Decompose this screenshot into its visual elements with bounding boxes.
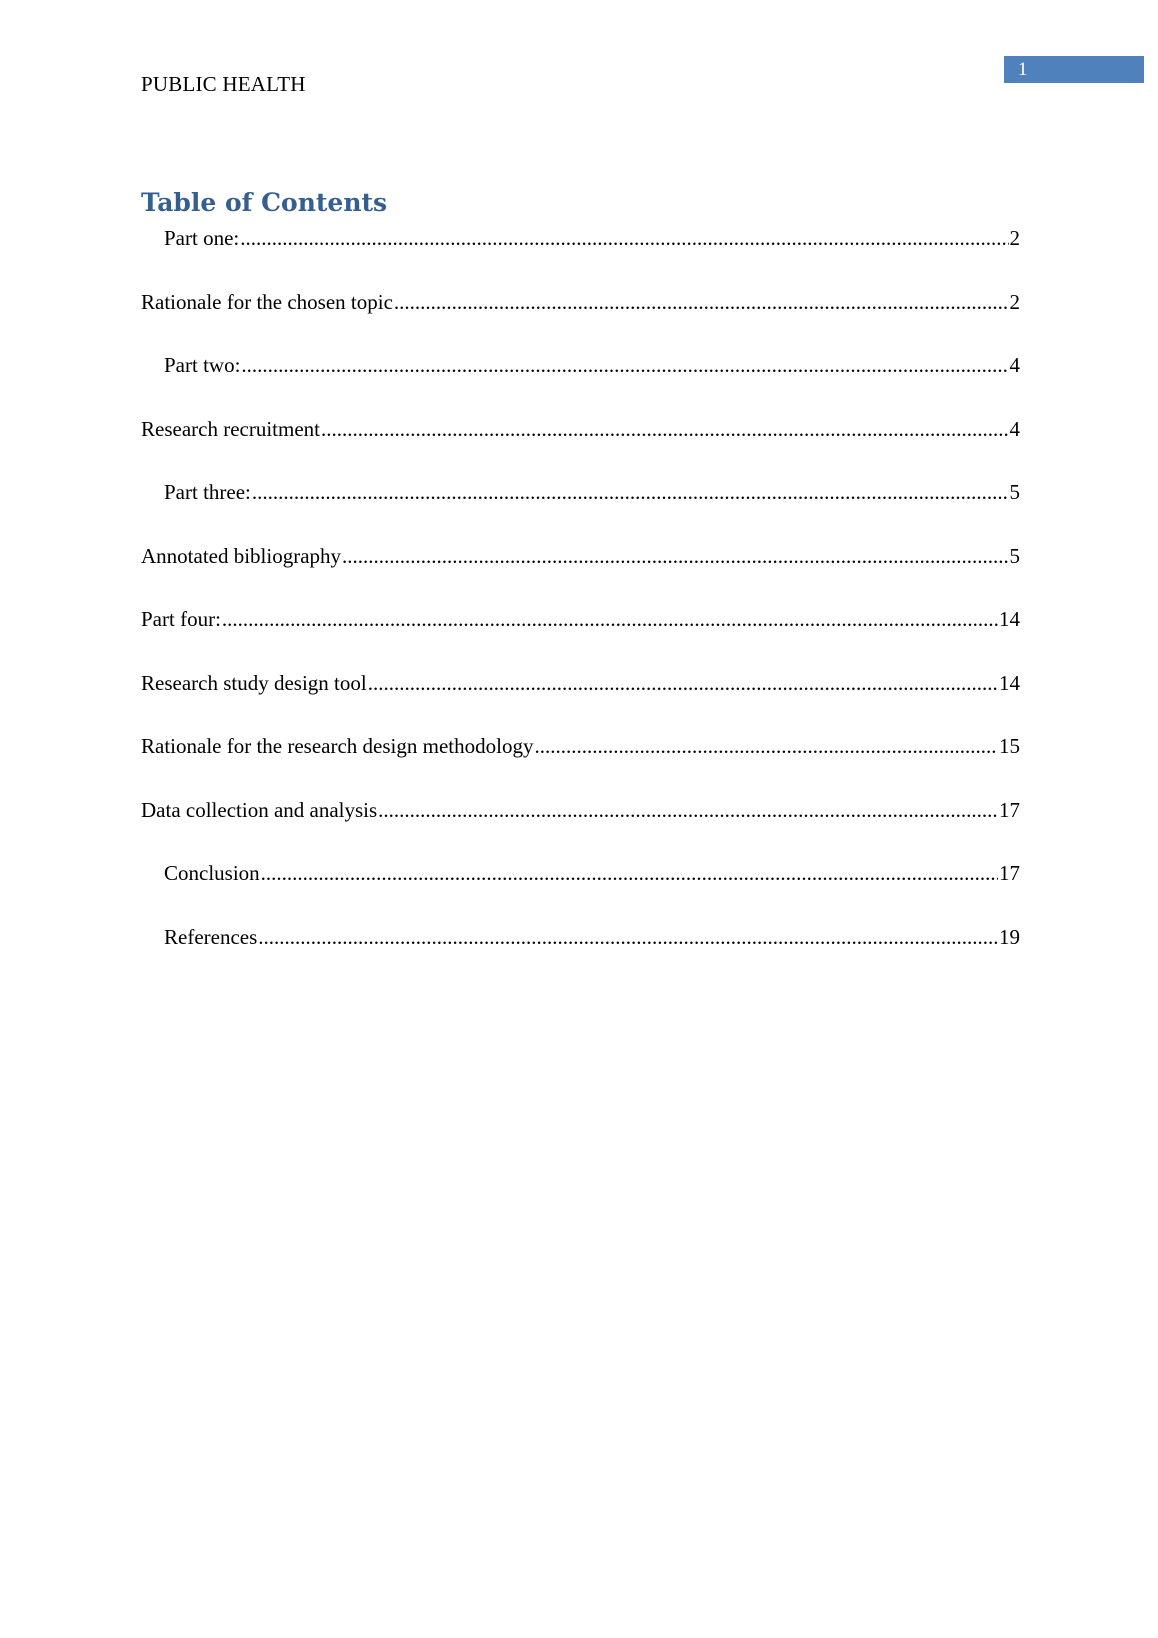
toc-entry[interactable] (141, 604, 1020, 668)
toc-entry-label: References (164, 924, 258, 949)
toc-entry-page: 14 (999, 607, 1020, 631)
toc-dot-leader (368, 668, 998, 698)
toc-entry[interactable] (141, 287, 1020, 351)
toc-entry[interactable] (141, 858, 1020, 922)
toc-entry[interactable] (141, 223, 1020, 287)
toc-dot-leader (241, 350, 1008, 380)
toc-entry[interactable] (141, 731, 1020, 795)
toc-entry[interactable] (141, 541, 1020, 605)
toc-entry-label: Part three: (164, 480, 251, 504)
toc-title: Table of Contents (141, 188, 388, 217)
toc-entry[interactable] (141, 350, 1020, 414)
toc-entry-label: Data collection and analysis (141, 797, 378, 822)
toc-entry[interactable] (141, 477, 1020, 541)
toc-dot-leader (252, 477, 1009, 507)
toc-entry-label: Part one: (164, 226, 240, 250)
toc-dot-leader (222, 604, 998, 634)
toc-entry-page: 5 (1009, 543, 1020, 568)
toc-dot-leader (342, 541, 1008, 571)
toc-entry-label: Research study design tool (141, 670, 367, 695)
toc-entry-label: Part four: (141, 607, 221, 631)
toc-dot-leader (534, 731, 998, 761)
page-number-badge: 1 (1004, 56, 1144, 83)
toc-entry-page: 4 (1009, 416, 1020, 441)
toc-entry-label: Annotated bibliography (141, 543, 342, 568)
toc-entry-page: 4 (1009, 353, 1020, 377)
toc-entry-label: Rationale for the research design methodology (141, 734, 534, 758)
toc-dot-leader (240, 223, 1008, 253)
toc-entry[interactable] (141, 668, 1020, 732)
toc-dot-leader (321, 414, 1009, 444)
toc-entry-page: 14 (999, 670, 1020, 695)
toc-entry-page: 19 (999, 924, 1020, 949)
toc-entry-page: 17 (999, 797, 1020, 822)
toc-entry[interactable] (141, 922, 1020, 986)
toc-dot-leader (261, 858, 998, 888)
toc-entry-page: 17 (999, 861, 1020, 885)
toc-dot-leader (378, 795, 998, 825)
toc-entry-label: Research recruitment (141, 416, 320, 441)
toc-entry-page: 5 (1009, 480, 1020, 504)
toc-entry-page: 2 (1009, 226, 1020, 250)
toc-entry[interactable] (141, 795, 1020, 859)
toc-entry-label: Conclusion (164, 861, 260, 885)
toc-dot-leader (394, 287, 1009, 317)
toc-entry-page: 15 (999, 734, 1020, 758)
running-head: PUBLIC HEALTH (141, 72, 306, 96)
toc-list (141, 223, 1020, 985)
toc-entry-label: Part two: (164, 353, 241, 377)
toc-entry-page: 2 (1009, 289, 1020, 314)
toc-entry-label: Rationale for the chosen topic (141, 289, 393, 314)
toc-dot-leader (258, 922, 998, 952)
toc-entry[interactable] (141, 414, 1020, 478)
